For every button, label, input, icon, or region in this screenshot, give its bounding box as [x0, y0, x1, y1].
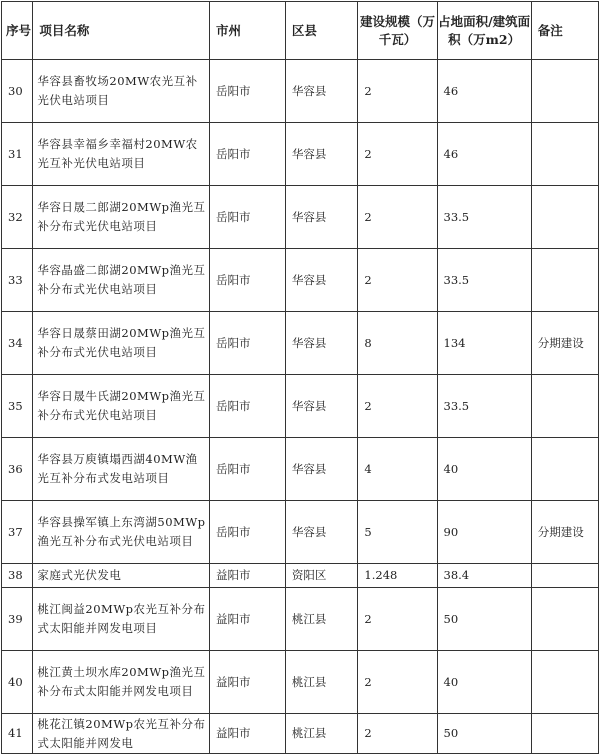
- header-no: 序号: [2, 2, 33, 60]
- cell-city: 益阳市: [210, 651, 286, 714]
- cell-area: 50: [437, 714, 531, 754]
- cell-note: [531, 564, 598, 588]
- cell-county: 华容县: [285, 186, 358, 249]
- table-row: [2, 714, 599, 754]
- cell-project-name: 桃江闽益20MWp农光互补分布式太阳能并网发电项目: [33, 588, 210, 651]
- cell-note: [531, 186, 598, 249]
- cell-area: 40: [437, 438, 531, 501]
- cell-scale: 2: [358, 588, 437, 651]
- header-county: 区县: [285, 2, 358, 60]
- cell-no: 32: [2, 186, 33, 249]
- cell-city: 岳阳市: [210, 312, 286, 375]
- table-row: [2, 501, 599, 564]
- cell-county: 华容县: [285, 501, 358, 564]
- cell-scale: 8: [358, 312, 437, 375]
- cell-county: 华容县: [285, 249, 358, 312]
- cell-note: 分期建设: [531, 312, 598, 375]
- header-name: 项目名称: [33, 2, 210, 60]
- table-row: [2, 375, 599, 438]
- cell-project-name: 华容县畜牧场20MW农光互补光伏电站项目: [33, 60, 210, 123]
- cell-scale: 2: [358, 375, 437, 438]
- cell-area: 40: [437, 651, 531, 714]
- cell-city: 岳阳市: [210, 60, 286, 123]
- cell-scale: 5: [358, 501, 437, 564]
- cell-area: 50: [437, 588, 531, 651]
- table-row: [2, 249, 599, 312]
- cell-note: [531, 714, 598, 754]
- cell-no: 37: [2, 501, 33, 564]
- cell-no: 34: [2, 312, 33, 375]
- table-row: [2, 60, 599, 123]
- cell-note: [531, 588, 598, 651]
- cell-project-name: 华容县万庾镇塌西湖40MW渔光互补分布式发电站项目: [33, 438, 210, 501]
- cell-project-name: 华容县幸福乡幸福村20MW农光互补光伏电站项目: [33, 123, 210, 186]
- cell-county: 桃江县: [285, 651, 358, 714]
- cell-note: [531, 123, 598, 186]
- cell-city: 益阳市: [210, 588, 286, 651]
- cell-note: [531, 249, 598, 312]
- cell-scale: 2: [358, 123, 437, 186]
- cell-note: [531, 651, 598, 714]
- cell-scale: 2: [358, 714, 437, 754]
- project-table: [1, 1, 599, 754]
- table-body: [2, 60, 599, 754]
- cell-project-name: 桃花江镇20MWp农光互补分布式太阳能并网发电: [33, 714, 210, 754]
- cell-no: 33: [2, 249, 33, 312]
- cell-city: 岳阳市: [210, 501, 286, 564]
- cell-area: 46: [437, 123, 531, 186]
- cell-note: 分期建设: [531, 501, 598, 564]
- cell-scale: 2: [358, 651, 437, 714]
- cell-city: 益阳市: [210, 714, 286, 754]
- table-row: [2, 588, 599, 651]
- cell-area: 33.5: [437, 249, 531, 312]
- cell-city: 岳阳市: [210, 375, 286, 438]
- cell-no: 40: [2, 651, 33, 714]
- cell-county: 资阳区: [285, 564, 358, 588]
- header-city: 市州: [210, 2, 286, 60]
- cell-city: 岳阳市: [210, 438, 286, 501]
- table-header-row: [2, 2, 599, 60]
- table-row: [2, 651, 599, 714]
- cell-project-name: 华容日晟牛氏湖20MWp渔光互补分布式光伏电站项目: [33, 375, 210, 438]
- cell-county: 华容县: [285, 438, 358, 501]
- cell-project-name: 华容县操军镇上东湾湖50MWp渔光互补分布式光伏电站项目: [33, 501, 210, 564]
- cell-scale: 4: [358, 438, 437, 501]
- cell-area: 33.5: [437, 375, 531, 438]
- cell-no: 39: [2, 588, 33, 651]
- cell-county: 桃江县: [285, 714, 358, 754]
- cell-county: 华容县: [285, 375, 358, 438]
- cell-project-name: 桃江黄土坝水库20MWp渔光互补分布式太阳能并网发电项目: [33, 651, 210, 714]
- cell-scale: 2: [358, 249, 437, 312]
- cell-scale: 2: [358, 60, 437, 123]
- cell-project-name: 家庭式光伏发电: [33, 564, 210, 588]
- cell-county: 华容县: [285, 123, 358, 186]
- header-area: 占地面积/建筑面积（万m2）: [437, 2, 531, 60]
- cell-area: 134: [437, 312, 531, 375]
- cell-area: 90: [437, 501, 531, 564]
- cell-city: 岳阳市: [210, 186, 286, 249]
- cell-area: 46: [437, 60, 531, 123]
- table-row: [2, 123, 599, 186]
- cell-no: 31: [2, 123, 33, 186]
- cell-no: 35: [2, 375, 33, 438]
- table-row: [2, 312, 599, 375]
- cell-project-name: 华容日晟二郎湖20MWp渔光互补分布式光伏电站项目: [33, 186, 210, 249]
- cell-city: 岳阳市: [210, 123, 286, 186]
- cell-scale: 1.248: [358, 564, 437, 588]
- cell-note: [531, 438, 598, 501]
- cell-no: 41: [2, 714, 33, 754]
- cell-project-name: 华容晶盛二郎湖20MWp渔光互补分布式光伏电站项目: [33, 249, 210, 312]
- cell-no: 36: [2, 438, 33, 501]
- cell-project-name: 华容日晟蔡田湖20MWp渔光互补分布式光伏电站项目: [33, 312, 210, 375]
- cell-area: 33.5: [437, 186, 531, 249]
- cell-area: 38.4: [437, 564, 531, 588]
- table-row: [2, 438, 599, 501]
- cell-note: [531, 375, 598, 438]
- cell-scale: 2: [358, 186, 437, 249]
- cell-county: 华容县: [285, 60, 358, 123]
- cell-county: 桃江县: [285, 588, 358, 651]
- cell-note: [531, 60, 598, 123]
- cell-city: 益阳市: [210, 564, 286, 588]
- cell-county: 华容县: [285, 312, 358, 375]
- cell-no: 30: [2, 60, 33, 123]
- header-note: 备注: [531, 2, 598, 60]
- header-scale: 建设规模（万千瓦）: [358, 2, 437, 60]
- table-row: [2, 564, 599, 588]
- cell-no: 38: [2, 564, 33, 588]
- table-row: [2, 186, 599, 249]
- cell-city: 岳阳市: [210, 249, 286, 312]
